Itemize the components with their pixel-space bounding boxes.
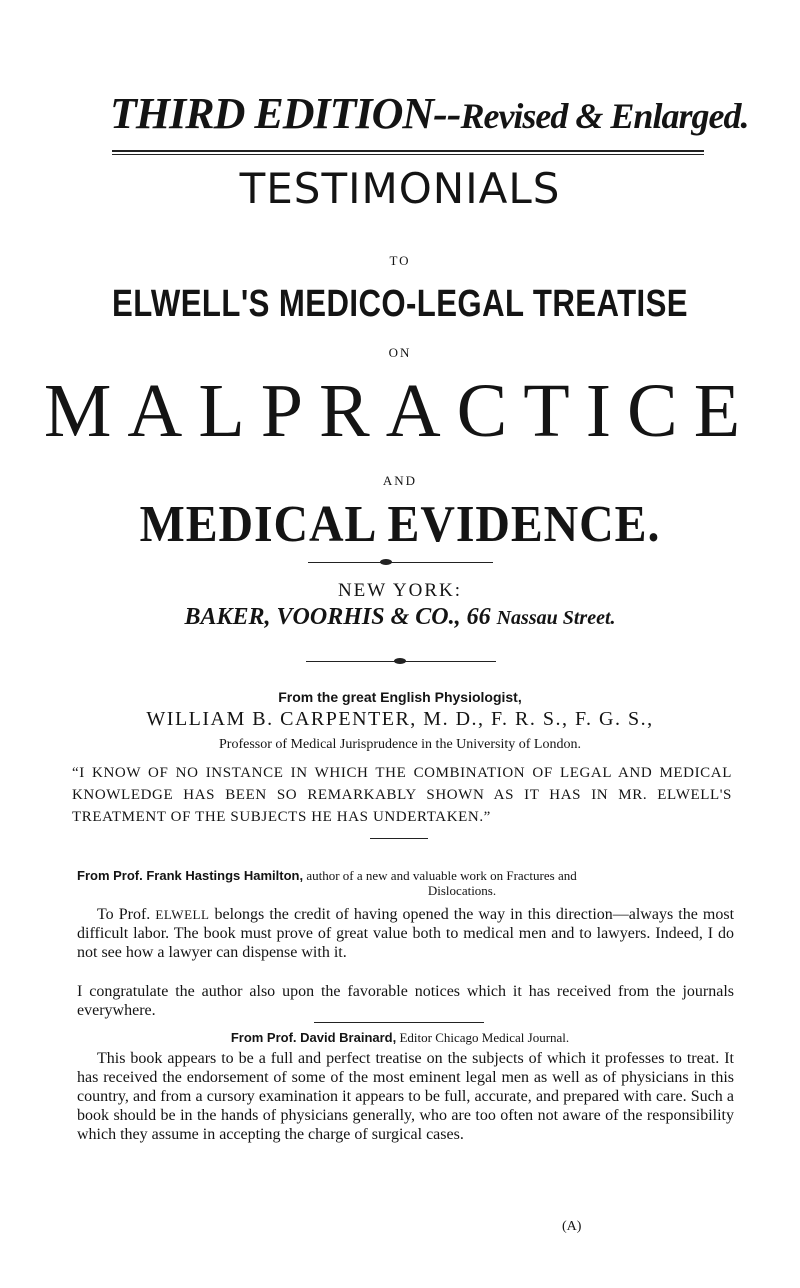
testimonial-3-source-detail: Editor Chicago Medical Journal. — [399, 1030, 570, 1045]
short-rule-2 — [314, 1022, 484, 1023]
publisher-name: BAKER, VOORHIS & CO., 66 — [184, 604, 491, 630]
testimonial-3-source-name: From Prof. David Brainard, — [230, 1030, 397, 1045]
evidence-title: MEDICAL EVIDENCE. — [139, 496, 661, 553]
testimonial-2-name-ref: ELWELL — [155, 907, 210, 922]
testimonial-2-source-name: From Prof. Frank Hastings Hamilton, — [77, 868, 304, 883]
testimonial-2-source-cont: Dislocations. — [427, 883, 497, 898]
header-rule-top — [112, 150, 704, 152]
edition-heading — [110, 88, 749, 139]
testimonial-1-title: Professor of Medical Jurisprudence in the University of London. — [219, 737, 581, 752]
testimonial-2-paragraph-1 — [77, 905, 734, 962]
imprint-publisher — [0, 604, 800, 631]
testimonial-2-lead: To Prof. — [97, 906, 151, 923]
testimonial-1-quote: “I KNOW OF NO INSTANCE IN WHICH THE COMBINATION OF LEGAL AND MEDICAL KNOWLEDGE HAS BEEN SO REMARKABLY SHOWN AS IT HAS IN MR. ELWELL'S TREATMENT OF THE SUBJECTS HE HAS UNDERTAKEN.” — [72, 765, 732, 825]
testimonial-3-source — [0, 1030, 800, 1046]
imprint-city: NEW YORK: — [337, 580, 463, 601]
edition-tail: Revised & Enlarged. — [460, 96, 749, 136]
testimonial-2-source-detail: author of a new and valuable work on Fractures and — [306, 868, 577, 883]
testimonial-2-body: belongs the credit of having opened the way in this direction—always the most difficult labor. The book must prove of great value both to medical men and to lawyers. Indeed, I do not see how a lawyer can dispense with it. — [77, 906, 735, 961]
publisher-street: Nassau Street. — [496, 607, 616, 629]
page-signature-mark: (A) — [562, 1219, 582, 1234]
testimonial-1-name: WILLIAM B. CARPENTER, M. D., F. R. S., F. G. S., — [146, 708, 654, 730]
testimonial-2-paragraph-2: I congratulate the author also upon the favorable notices which it has received from the journals everywhere. — [77, 983, 734, 1019]
edition-main: THIRD EDITION-- — [110, 89, 461, 138]
header-rule-bottom — [112, 154, 704, 155]
testimonials-title: TESTIMONIALS — [239, 164, 561, 213]
testimonial-3-text: This book appears to be a full and perfect treatise on the subjects of which it professes to treat. It has received the endorsement of some of the most eminent legal men as well as of physicians in this country, and from a cursory examination it appears to be full, accurate, and prepared with care. Such a book should be in the hands of physicians generally, who are too often not aware of the responsibility which they assume in accepting the charge of surgical cases. — [77, 1050, 734, 1143]
treatise-title: ELWELL'S MEDICO-LEGAL TREATISE — [112, 283, 688, 325]
testimonial-1-source: From the great English Physiologist, — [278, 689, 522, 705]
malpractice-title: MALPRACTICE — [43, 369, 757, 453]
word-and: AND — [382, 473, 418, 488]
testimonial-2-source — [77, 868, 737, 898]
word-on: ON — [388, 345, 412, 360]
word-to: TO — [389, 253, 411, 268]
short-rule-1 — [370, 838, 428, 839]
